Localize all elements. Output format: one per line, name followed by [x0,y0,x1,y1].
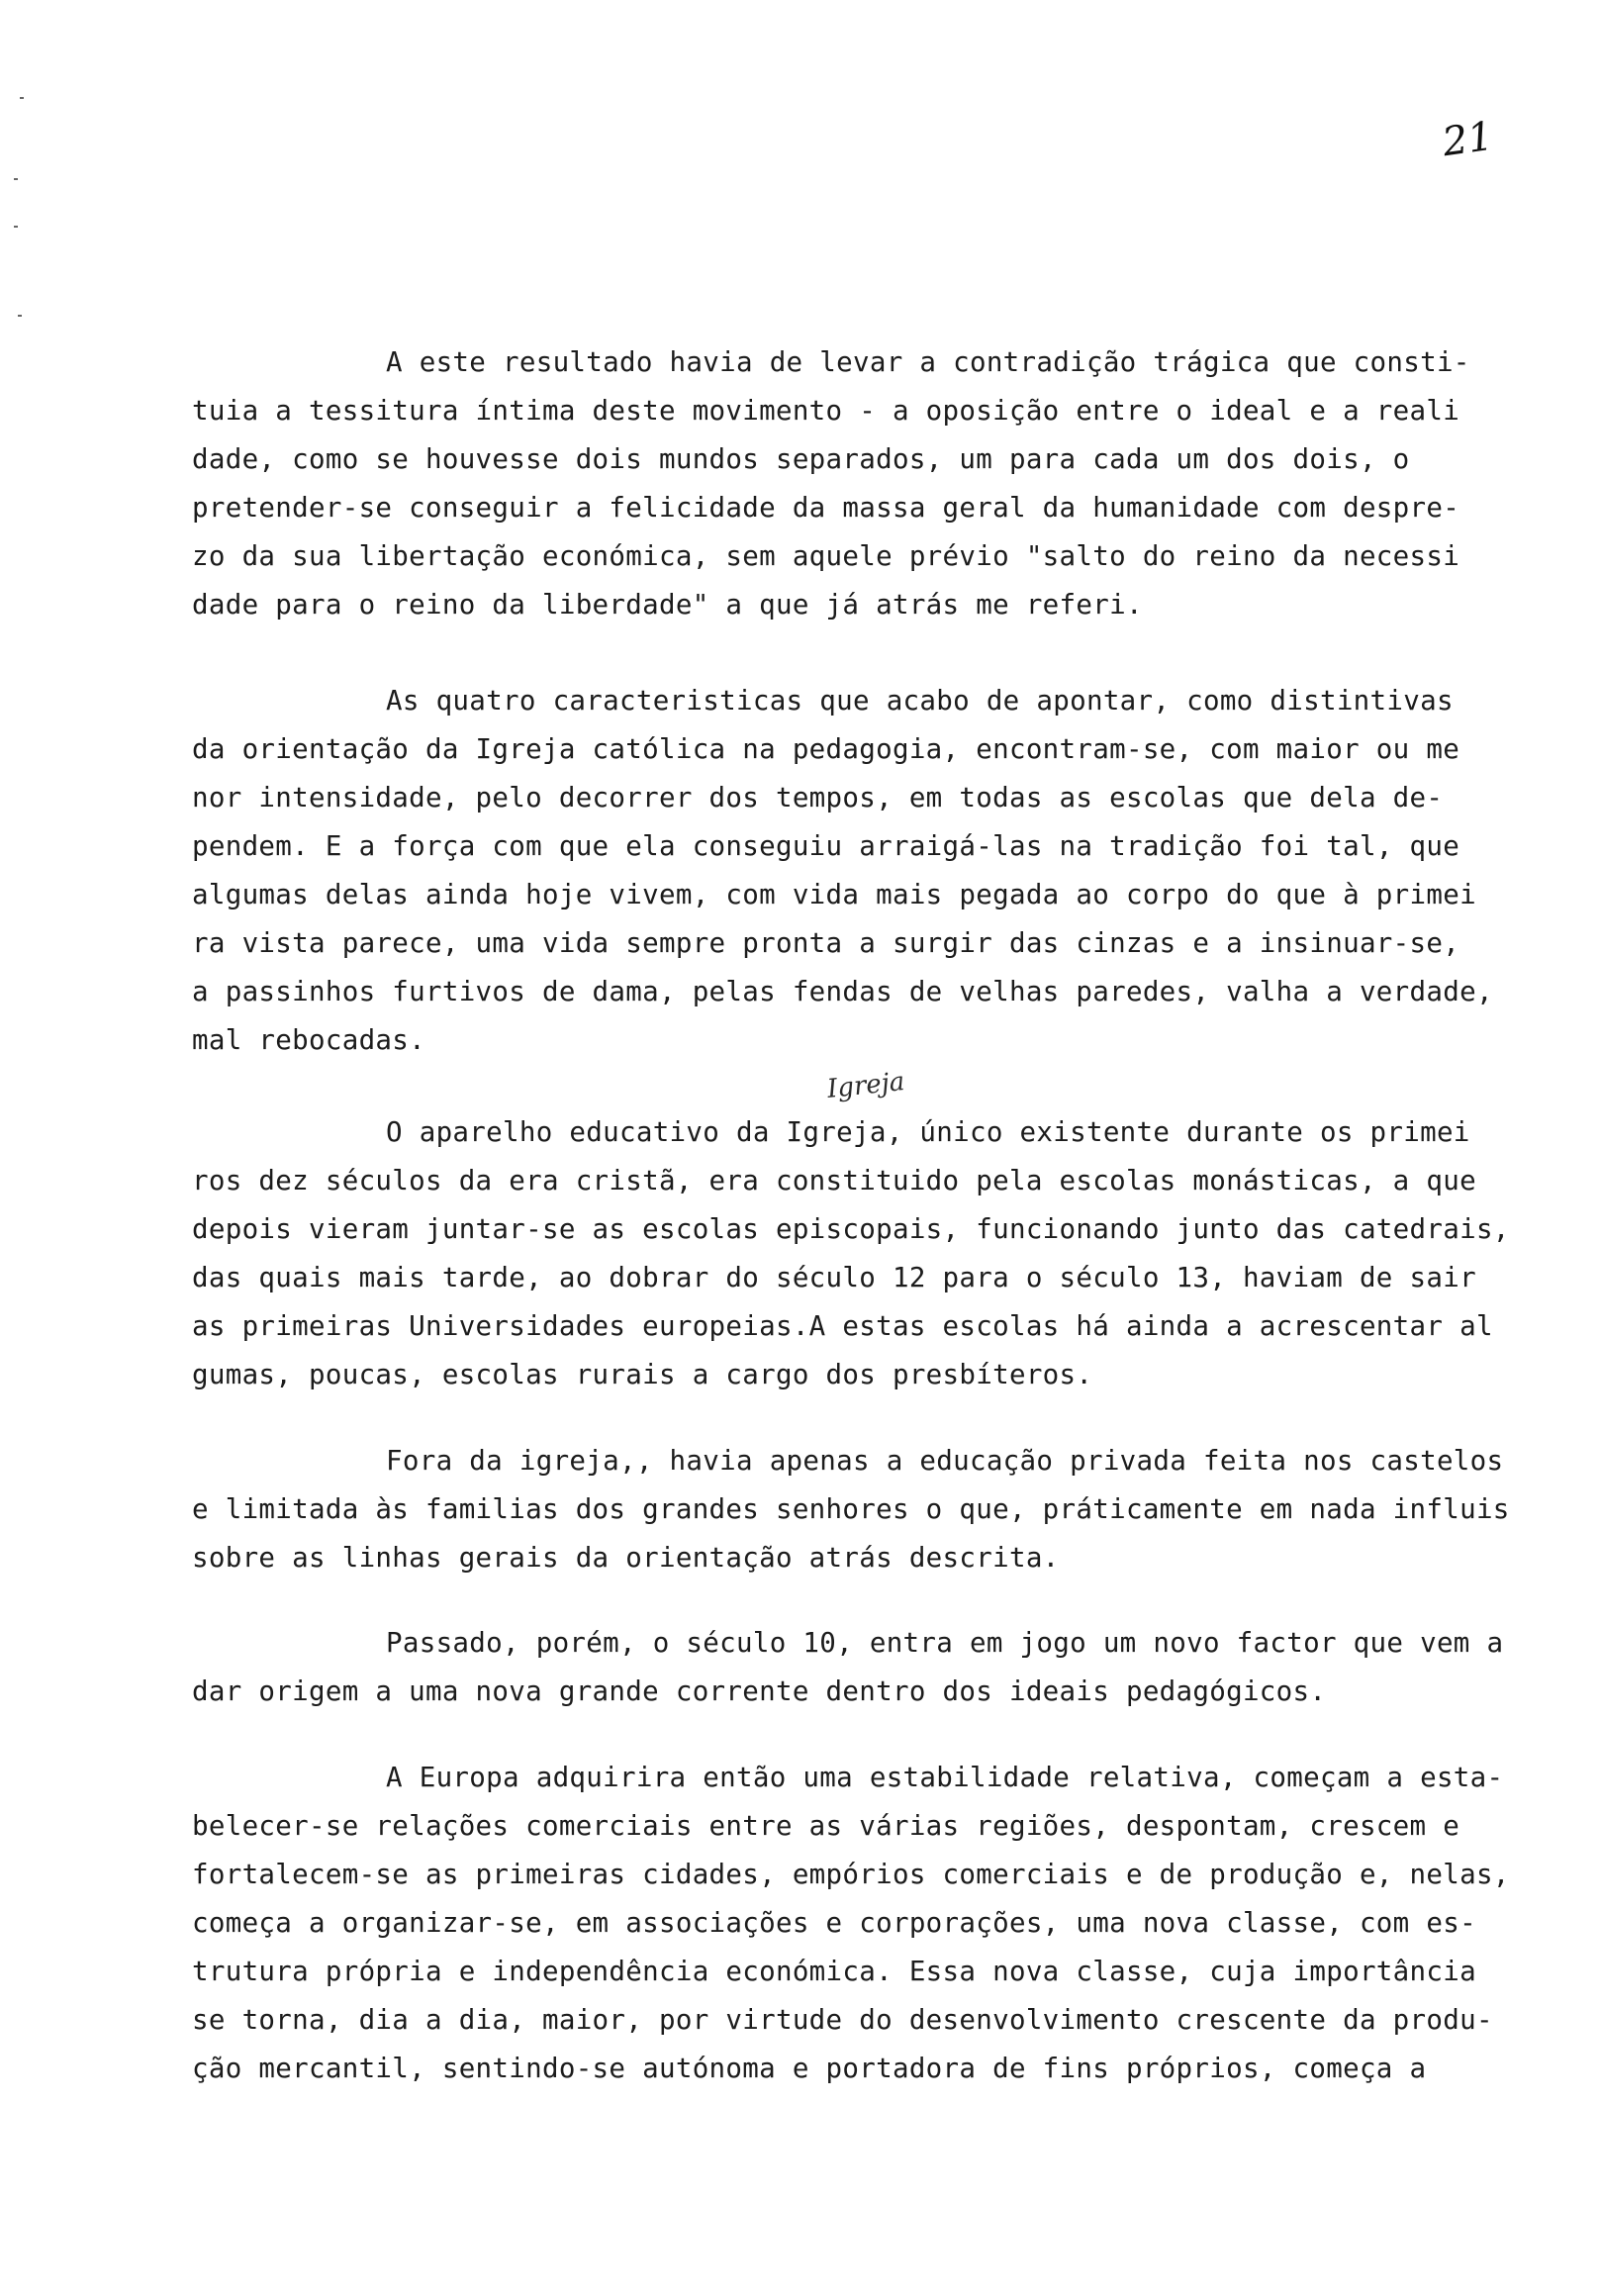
text-line: depois vieram juntar-se as escolas episcopais, funcionando junto das catedrais, [192,1213,1510,1245]
text-line: pretender-se conseguir a felicidade da massa geral da humanidade com despre- [192,492,1460,524]
text-line: As quatro caracteristicas que acabo de apontar, como distintivas [386,685,1454,717]
text-line: A Europa adquirira então uma estabilidade relativa, começam a esta- [386,1762,1504,1793]
text-line: fortalecem-se as primeiras cidades, empórios comerciais e de produção e, nelas, [192,1859,1510,1890]
text-line: zo da sua libertação económica, sem aquele prévio "salto do reino da necessi [192,540,1460,572]
paragraph-3 [192,1108,1587,1399]
text-line: as primeiras Universidades europeias.A estas escolas há ainda a acrescentar al [192,1310,1493,1342]
text-line: belecer-se relações comerciais entre as várias regiões, despontam, crescem e [192,1810,1460,1842]
text-line: das quais mais tarde, ao dobrar do século 12 para o século 13, haviam de sair [192,1262,1476,1293]
page-number: 21 [1440,113,1496,166]
margin-mark [20,97,24,99]
text-line: ção mercantil, sentindo-se autónoma e portadora de fins próprios, começa a [192,2053,1427,2084]
text-line: dar origem a uma nova grande corrente dentro dos ideais pedagógicos. [192,1675,1327,1707]
text-line: gumas, poucas, escolas rurais a cargo dos presbíteros. [192,1359,1093,1390]
paragraph-5 [192,1619,1587,1716]
text-line: Passado, porém, o século 10, entra em jogo um novo factor que vem a [386,1627,1504,1659]
margin-mark [14,178,18,180]
text-line: dade, como se houvesse dois mundos separados, um para cada um dos dois, o [192,443,1410,475]
text-line: tuia a tessitura íntima deste movimento - a oposição entre o ideal e a reali [192,395,1460,427]
text-line: a passinhos furtivos de dama, pelas fendas de velhas paredes, valha a verdade, [192,976,1493,1007]
margin-mark [14,226,18,228]
text-line: se torna, dia a dia, maior, por virtude do desenvolvimento crescente da produ- [192,2004,1493,2036]
text-line: ros dez séculos da era cristã, era constituido pela escolas monásticas, a que [192,1165,1476,1196]
text-line: ra vista parece, uma vida sempre pronta a surgir das cinzas e a insinuar-se, [192,927,1460,959]
paragraph-1 [192,338,1587,629]
text-line: algumas delas ainda hoje vivem, com vida mais pegada ao corpo do que à primei [192,879,1476,910]
margin-mark [18,315,22,317]
paragraph-2 [192,677,1587,1065]
text-line: mal rebocadas. [192,1024,425,1056]
text-line: começa a organizar-se, em associações e corporações, uma nova classe, com es- [192,1907,1476,1939]
text-line: dade para o reino da liberdade" a que já atrás me referi. [192,589,1143,621]
text-line: da orientação da Igreja católica na pedagogia, encontram-se, com maior ou me [192,733,1460,765]
text-line: e limitada às familias dos grandes senhores o que, práticamente em nada influis [192,1493,1510,1525]
text-line: pendem. E a força com que ela conseguiu arraigá-las na tradição foi tal, que [192,830,1460,862]
paragraph-6 [192,1754,1587,2093]
text-line: trutura própria e independência económica. Essa nova classe, cuja importância [192,1956,1476,1987]
text-line: Fora da igreja,, havia apenas a educação privada feita nos castelos [386,1445,1504,1477]
text-line: sobre as linhas gerais da orientação atrás descrita. [192,1542,1060,1574]
text-line: A este resultado havia de levar a contradição trágica que consti- [386,346,1470,378]
text-line: O aparelho educativo da Igreja, único existente durante os primei [386,1116,1470,1148]
text-line: nor intensidade, pelo decorrer dos tempos, em todas as escolas que dela de- [192,782,1444,813]
handwritten-correction-igreja: Igreja [825,1066,906,1105]
paragraph-4 [192,1437,1587,1582]
